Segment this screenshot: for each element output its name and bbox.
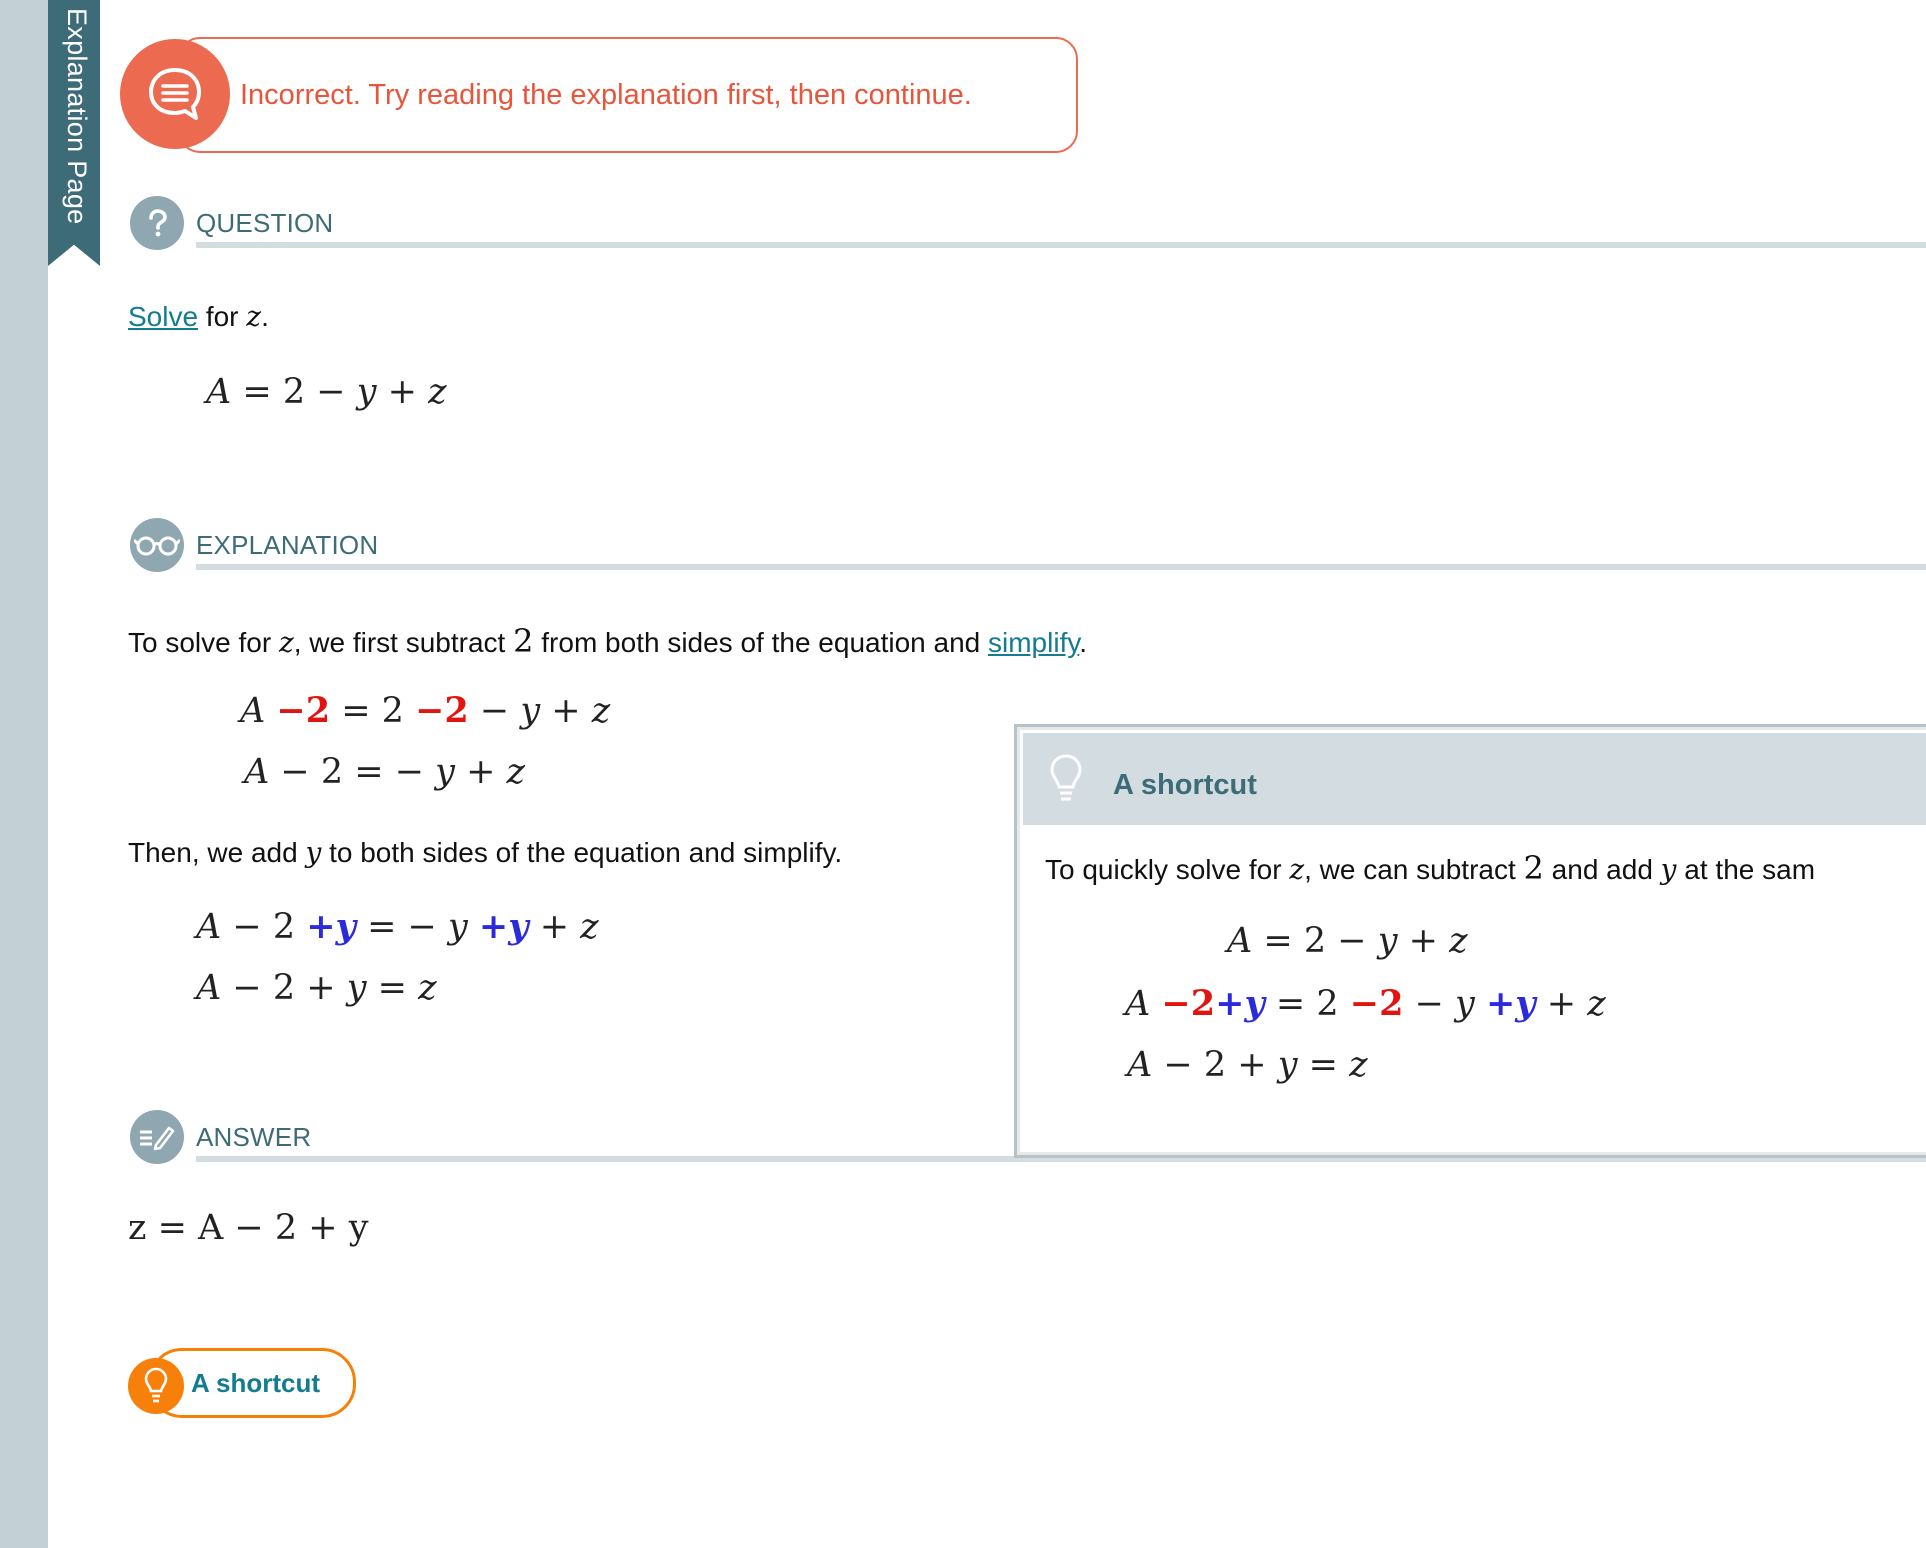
- explanation-equation-4: A − 2 + y = z: [196, 968, 437, 1008]
- explanation-section-divider: [196, 564, 1926, 570]
- answer-section-label: ANSWER: [196, 1122, 312, 1152]
- explanation-step2-text: Then, we add y to both sides of the equation and simplify.: [128, 836, 843, 869]
- question-prompt: Solve for z.: [128, 300, 269, 333]
- question-section-header: [130, 196, 1926, 256]
- shortcut-panel: [1014, 724, 1926, 1158]
- question-mark-icon: [130, 196, 184, 250]
- question-section-label: QUESTION: [196, 208, 334, 238]
- speech-bubble-icon: [120, 39, 230, 149]
- feedback-message: Incorrect. Try reading the explanation first, then continue.: [240, 79, 972, 111]
- shortcut-panel-header: [1023, 733, 1926, 825]
- ribbon-label: Explanation Page: [62, 8, 92, 225]
- feedback-banner: [120, 37, 1076, 151]
- solve-link[interactable]: Solve: [128, 301, 199, 332]
- shortcut-equation-1: A = 2 − y + z: [1227, 921, 1468, 961]
- question-section-divider: [196, 242, 1926, 248]
- explanation-equation-2: A − 2 = − y + z: [244, 752, 525, 792]
- explanation-equation-3: A − 2 +y = − y +y + z: [196, 906, 599, 947]
- shortcut-panel-intro: To quickly solve for z, we can subtract 2 and add y at the sam: [1045, 849, 1816, 887]
- shortcut-equation-2: A −2+y = 2 −2 − y +y + z: [1125, 983, 1606, 1024]
- lightbulb-icon[interactable]: [128, 1358, 184, 1414]
- explanation-section-label: EXPLANATION: [196, 530, 379, 560]
- lightbulb-icon: [1049, 753, 1083, 805]
- shortcut-button-label[interactable]: A shortcut: [191, 1368, 321, 1398]
- shortcut-panel-title: A shortcut: [1113, 769, 1257, 801]
- answer-equation: z = A − 2 + y: [128, 1208, 369, 1248]
- explanation-step1-text: To solve for z, we first subtract 2 from both sides of the equation and simplify.: [128, 622, 1088, 660]
- pencil-list-icon: [130, 1110, 184, 1164]
- explanation-equation-1: A −2 = 2 −2 − y + z: [240, 690, 611, 731]
- shortcut-button[interactable]: [128, 1348, 356, 1420]
- simplify-link[interactable]: simplify: [988, 627, 1080, 658]
- glasses-icon: [130, 518, 184, 572]
- shortcut-equation-3: A − 2 + y = z: [1127, 1045, 1368, 1085]
- question-equation: A = 2 − y + z: [206, 372, 447, 412]
- left-sidebar-strip: [0, 0, 48, 1548]
- explanation-section-header: [130, 518, 1926, 578]
